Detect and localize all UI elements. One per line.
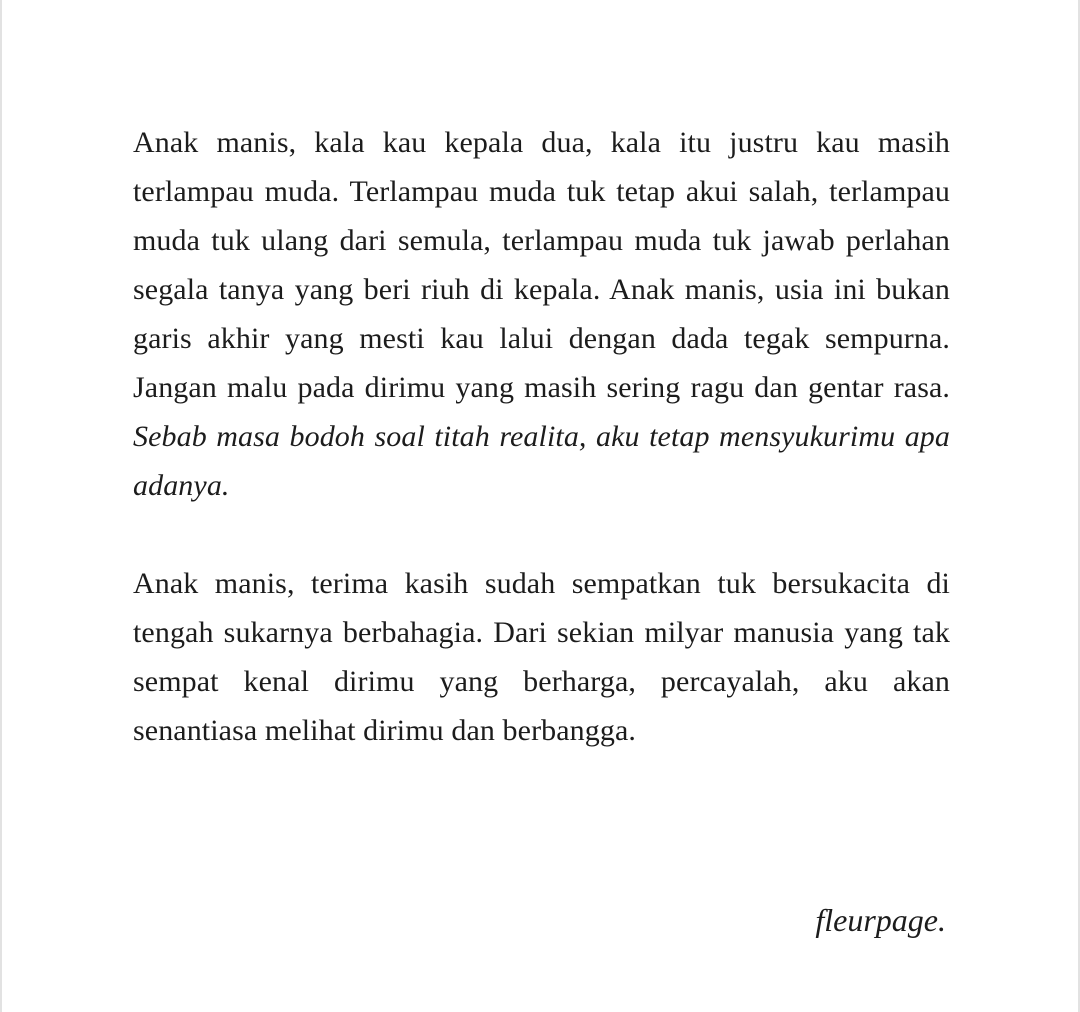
paragraph-1-italic-text: Sebab masa bodoh soal titah realita, aku tetap mensyukurimu apa adanya. [133, 420, 950, 502]
author-signature: fleurpage. [815, 902, 946, 938]
paragraph-2-text: Anak manis, terima kasih sudah sempatkan tuk bersukacita di tengah sukarnya berbahagia. Dari sekian milyar manusia yang tak sempat kenal dirimu yang berharga, percayalah, aku akan senantiasa melihat dirimu dan berbangga. [133, 567, 950, 747]
poem-body [133, 118, 950, 755]
paragraph-2 [133, 559, 950, 755]
paragraph-1-text: Anak manis, kala kau kepala dua, kala itu justru kau masih terlampau muda. Terlampau muda tuk tetap akui salah, terlampau muda tuk ulang dari semula, terlampau muda tuk jawab perlahan segala tanya yang beri riuh di kepala. Anak manis, usia ini bukan garis akhir yang mesti kau lalui dengan dada tegak sempurna. Jangan malu pada dirimu yang masih sering ragu dan gentar rasa. [133, 126, 950, 404]
paragraph-1 [133, 118, 950, 510]
